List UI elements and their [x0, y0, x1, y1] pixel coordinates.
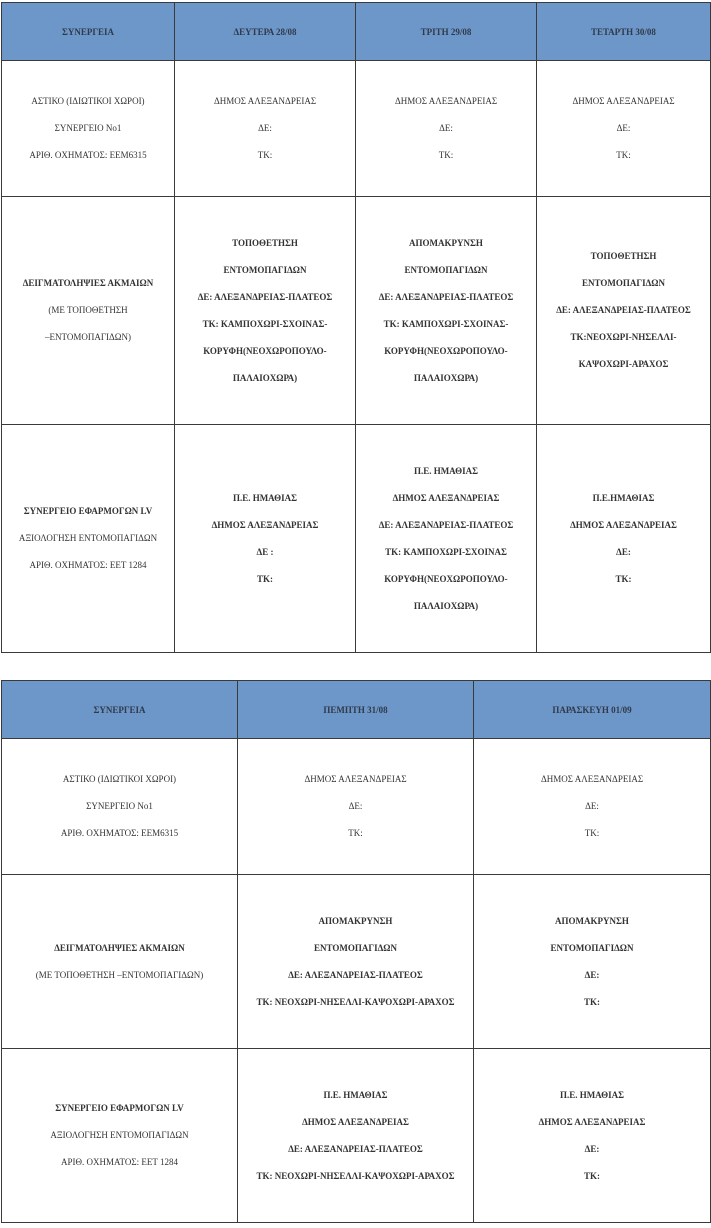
header-row: [2, 681, 711, 739]
cell-line: ΤΚ: ΚΑΜΠΟΧΩΡΙ-ΣΧΟΙΝΑΣ-: [202, 318, 328, 329]
cell-line: ΔΕ:: [439, 123, 453, 133]
crew-cell: [2, 61, 175, 197]
table-row: [2, 739, 711, 875]
cell-line: ΑΠΟΜΑΚΡΥΝΣΗ: [318, 915, 393, 926]
cell-line: ΤΟΠΟΘΕΤΗΣΗ: [232, 237, 298, 248]
cell-line: ΕΝΤΟΜΟΠΑΓΙΔΩΝ: [582, 278, 665, 288]
schedule-cell: [175, 197, 356, 425]
cell-line: ΚΑΨΟΧΩΡΙ-ΑΡΑΧΟΣ: [578, 359, 669, 369]
cell-line: ΔΕ:: [585, 801, 599, 811]
schedule-cell: [175, 61, 356, 197]
cell-line: ΔΕ:: [584, 969, 600, 980]
table-row: [2, 61, 711, 197]
cell-line: ΤΚ:: [257, 150, 273, 160]
schedule-cell: [537, 197, 711, 425]
cell-line: (ΜΕ ΤΟΠΟΘΕΤΗΣΗ –ΕΝΤΟΜΟΠΑΓΙΔΩΝ): [35, 969, 204, 980]
cell-line: ΚΟΡΥΦΗ(ΝΕΟΧΩΡΟΠΟΥΛΟ-: [203, 345, 327, 356]
cell-line: ΤΚ:: [616, 150, 631, 160]
schedule-cell: [238, 875, 474, 1049]
schedule-cell: [474, 1049, 711, 1223]
schedule-cell: [356, 425, 537, 653]
cell-line: ΑΡΙΘ. ΟΧΗΜΑΤΟΣ: ΕΕΤ 1284: [61, 1157, 178, 1167]
cell-line: ΑΠΟΜΑΚΡΥΝΣΗ: [555, 915, 629, 926]
header-cell: ΤΡΙΤΗ 29/08: [356, 3, 537, 61]
schedule-cell: [238, 739, 474, 875]
schedule-cell: [238, 1049, 474, 1223]
cell-line: ΔΗΜΟΣ ΑΛΕΞΑΝΔΡΕΙΑΣ: [540, 774, 644, 784]
crew-cell: [2, 197, 175, 425]
cell-line: ΕΝΤΟΜΟΠΑΓΙΔΩΝ: [404, 264, 488, 275]
cell-line: ΑΡΙΘ. ΟΧΗΜΑΤΟΣ: ΕΕΜ6315: [60, 828, 179, 838]
header-cell: ΣΥΝΕΡΓΕΙΑ: [2, 3, 175, 61]
header-cell: ΠΑΡΑΣΚΕΥΗ 01/09: [474, 681, 711, 739]
cell-line: ΤΚ:: [256, 573, 273, 584]
crew-cell: [2, 875, 238, 1049]
cell-line: ΣΥΝΕΡΓΕΙΟ Νο1: [54, 123, 122, 133]
cell-line: ΤΟΠΟΘΕΤΗΣΗ: [590, 251, 657, 261]
cell-line: ΔΕ:: [616, 546, 631, 557]
cell-line: ΤΚ:: [615, 573, 632, 584]
cell-line: ΤΚ:: [438, 150, 454, 160]
cell-line: ΑΠΟΜΑΚΡΥΝΣΗ: [409, 237, 483, 248]
crew-cell: [2, 1049, 238, 1223]
cell-line: ΑΡΙΘ. ΟΧΗΜΑΤΟΣ: ΕΕΤ 1284: [29, 560, 147, 570]
cell-line: ΤΚ: ΚΑΜΠΟΧΩΡΙ-ΣΧΟΙΝΑΣ-: [383, 318, 509, 329]
cell-line: (ΜΕ ΤΟΠΟΘΕΤΗΣΗ: [48, 305, 128, 315]
cell-line: ΔΕ:: [616, 123, 631, 133]
cell-line: ΕΝΤΟΜΟΠΑΓΙΔΩΝ: [550, 942, 634, 953]
schedule-table-week-part2: [1, 680, 711, 1223]
cell-line: Π.Ε.ΗΜΑΘΙΑΣ: [592, 492, 655, 503]
cell-line: ΠΑΛΑΙΟΧΩΡΑ): [413, 372, 479, 383]
cell-line: ΔΕ: ΑΛΕΞΑΝΔΡΕΙΑΣ-ΠΛΑΤΕΟΣ: [288, 969, 423, 980]
cell-line: ΑΞΙΟΛΟΓΗΣΗ ΕΝΤΟΜΟΠΑΓΙΔΩΝ: [50, 1130, 189, 1140]
cell-line: ΠΑΛΑΙΟΧΩΡΑ): [413, 600, 479, 611]
cell-line: ΔΗΜΟΣ ΑΛΕΞΑΝΔΡΕΙΑΣ: [538, 1116, 646, 1127]
cell-line: ΔΗΜΟΣ ΑΛΕΞΑΝΔΡΕΙΑΣ: [392, 492, 500, 503]
schedule-table-week-part1: [1, 2, 711, 653]
cell-line: ΑΣΤΙΚΟ (ΙΔΙΩΤΙΚΟΙ ΧΩΡΟΙ): [31, 96, 145, 106]
cell-line: ΔΕ:: [258, 123, 272, 133]
cell-line: ΤΚ: ΝΕΟΧΩΡΙ-ΝΗΣΕΛΛΙ-ΚΑΨΟΧΩΡΙ-ΑΡΑΧΟΣ: [256, 996, 455, 1007]
schedule-cell: [474, 875, 711, 1049]
crew-cell: [2, 739, 238, 875]
cell-line: ΑΡΙΘ. ΟΧΗΜΑΤΟΣ: ΕΕΜ6315: [29, 150, 147, 160]
cell-line: ΑΣΤΙΚΟ (ΙΔΙΩΤΙΚΟΙ ΧΩΡΟΙ): [62, 774, 177, 784]
cell-line: ΚΟΡΥΦΗ(ΝΕΟΧΩΡΟΠΟΥΛΟ-: [384, 345, 508, 356]
cell-line: ΤΚ: ΚΑΜΠΟΧΩΡΙ-ΣΧΟΙΝΑΣ: [385, 546, 507, 557]
cell-line: ΔΕΙΓΜΑΤΟΛΗΨΙΕΣ ΑΚΜΑΙΩΝ: [22, 278, 154, 288]
cell-line: ΣΥΝΕΡΓΕΙΟ Νο1: [86, 801, 153, 811]
cell-line: ΔΗΜΟΣ ΑΛΕΞΑΝΔΡΕΙΑΣ: [572, 96, 675, 106]
cell-line: Π.Ε. ΗΜΑΘΙΑΣ: [232, 492, 298, 503]
cell-line: ΔΗΜΟΣ ΑΛΕΞΑΝΔΡΕΙΑΣ: [302, 1116, 409, 1127]
cell-line: ΔΕ: ΑΛΕΞΑΝΔΡΕΙΑΣ-ΠΛΑΤΕΟΣ: [197, 291, 333, 302]
header-cell: ΠΕΜΠΤΗ 31/08: [238, 681, 474, 739]
table-row: [2, 425, 711, 653]
cell-line: ΚΟΡΥΦΗ(ΝΕΟΧΩΡΟΠΟΥΛΟ-: [384, 573, 508, 584]
cell-line: ΠΑΛΑΙΟΧΩΡΑ): [232, 372, 298, 383]
cell-line: ΤΚ:ΝΕΟΧΩΡΙ-ΝΗΣΕΛΛΙ-: [570, 332, 677, 342]
cell-line: ΔΗΜΟΣ ΑΛΕΞΑΝΔΡΕΙΑΣ: [304, 774, 407, 784]
table-row: [2, 1049, 711, 1223]
schedule-cell: [356, 61, 537, 197]
cell-line: ΔΕΙΓΜΑΤΟΛΗΨΙΕΣ ΑΚΜΑΙΩΝ: [54, 942, 185, 953]
cell-line: ΕΝΤΟΜΟΠΑΓΙΔΩΝ: [314, 942, 397, 953]
cell-line: ΤΚ:: [584, 828, 600, 838]
cell-line: ΔΗΜΟΣ ΑΛΕΞΑΝΔΡΕΙΑΣ: [570, 519, 677, 530]
header-cell: ΣΥΝΕΡΓΕΙΑ: [2, 681, 238, 739]
cell-line: ΤΚ:: [583, 996, 600, 1007]
cell-line: ΔΗΜΟΣ ΑΛΕΞΑΝΔΡΕΙΑΣ: [394, 96, 498, 106]
schedule-cell: [175, 425, 356, 653]
cell-line: ΕΝΤΟΜΟΠΑΓΙΔΩΝ: [223, 264, 307, 275]
cell-line: ΔΗΜΟΣ ΑΛΕΞΑΝΔΡΕΙΑΣ: [211, 519, 319, 530]
cell-line: ΤΚ:: [583, 1170, 600, 1181]
cell-line: Π.Ε. ΗΜΑΘΙΑΣ: [413, 465, 479, 476]
cell-line: –ΕΝΤΟΜΟΠΑΓΙΔΩΝ): [44, 332, 131, 342]
table-row: [2, 875, 711, 1049]
header-cell: ΤΕΤΑΡΤΗ 30/08: [537, 3, 711, 61]
header-cell: ΔΕΥΤΕΡΑ 28/08: [175, 3, 356, 61]
schedule-cell: [537, 425, 711, 653]
schedule-cell: [474, 739, 711, 875]
schedule-cell: [537, 61, 711, 197]
schedule-cell: [356, 197, 537, 425]
cell-line: ΔΕ: ΑΛΕΞΑΝΔΡΕΙΑΣ-ΠΛΑΤΕΟΣ: [378, 291, 514, 302]
cell-line: Π.Ε. ΗΜΑΘΙΑΣ: [323, 1089, 388, 1100]
cell-line: ΣΥΝΕΡΓΕΙΟ ΕΦΑΡΜΟΓΩΝ LV: [55, 1103, 184, 1113]
cell-line: ΔΗΜΟΣ ΑΛΕΞΑΝΔΡΕΙΑΣ: [213, 96, 317, 106]
cell-line: ΤΚ:: [348, 828, 363, 838]
cell-line: ΔΕ: ΑΛΕΞΑΝΔΡΕΙΑΣ-ΠΛΑΤΕΟΣ: [288, 1143, 423, 1154]
cell-line: ΔΕ :: [256, 546, 274, 557]
header-row: [2, 3, 711, 61]
crew-cell: [2, 425, 175, 653]
cell-line: ΔΕ: ΑΛΕΞΑΝΔΡΕΙΑΣ-ΠΛΑΤΕΟΣ: [556, 305, 691, 315]
cell-line: ΔΕ:: [584, 1143, 600, 1154]
cell-line: ΔΕ:: [348, 801, 363, 811]
cell-line: Π.Ε. ΗΜΑΘΙΑΣ: [559, 1089, 625, 1100]
cell-line: ΑΞΙΟΛΟΓΗΣΗ ΕΝΤΟΜΟΠΑΓΙΔΩΝ: [18, 533, 158, 543]
cell-line: ΤΚ: ΝΕΟΧΩΡΙ-ΝΗΣΕΛΛΙ-ΚΑΨΟΧΩΡΙ-ΑΡΑΧΟΣ: [256, 1170, 455, 1181]
cell-line: ΔΕ: ΑΛΕΞΑΝΔΡΕΙΑΣ-ΠΛΑΤΕΟΣ: [378, 519, 514, 530]
cell-line: ΣΥΝΕΡΓΕΙΟ ΕΦΑΡΜΟΓΩΝ LV: [23, 506, 153, 516]
table-row: [2, 197, 711, 425]
